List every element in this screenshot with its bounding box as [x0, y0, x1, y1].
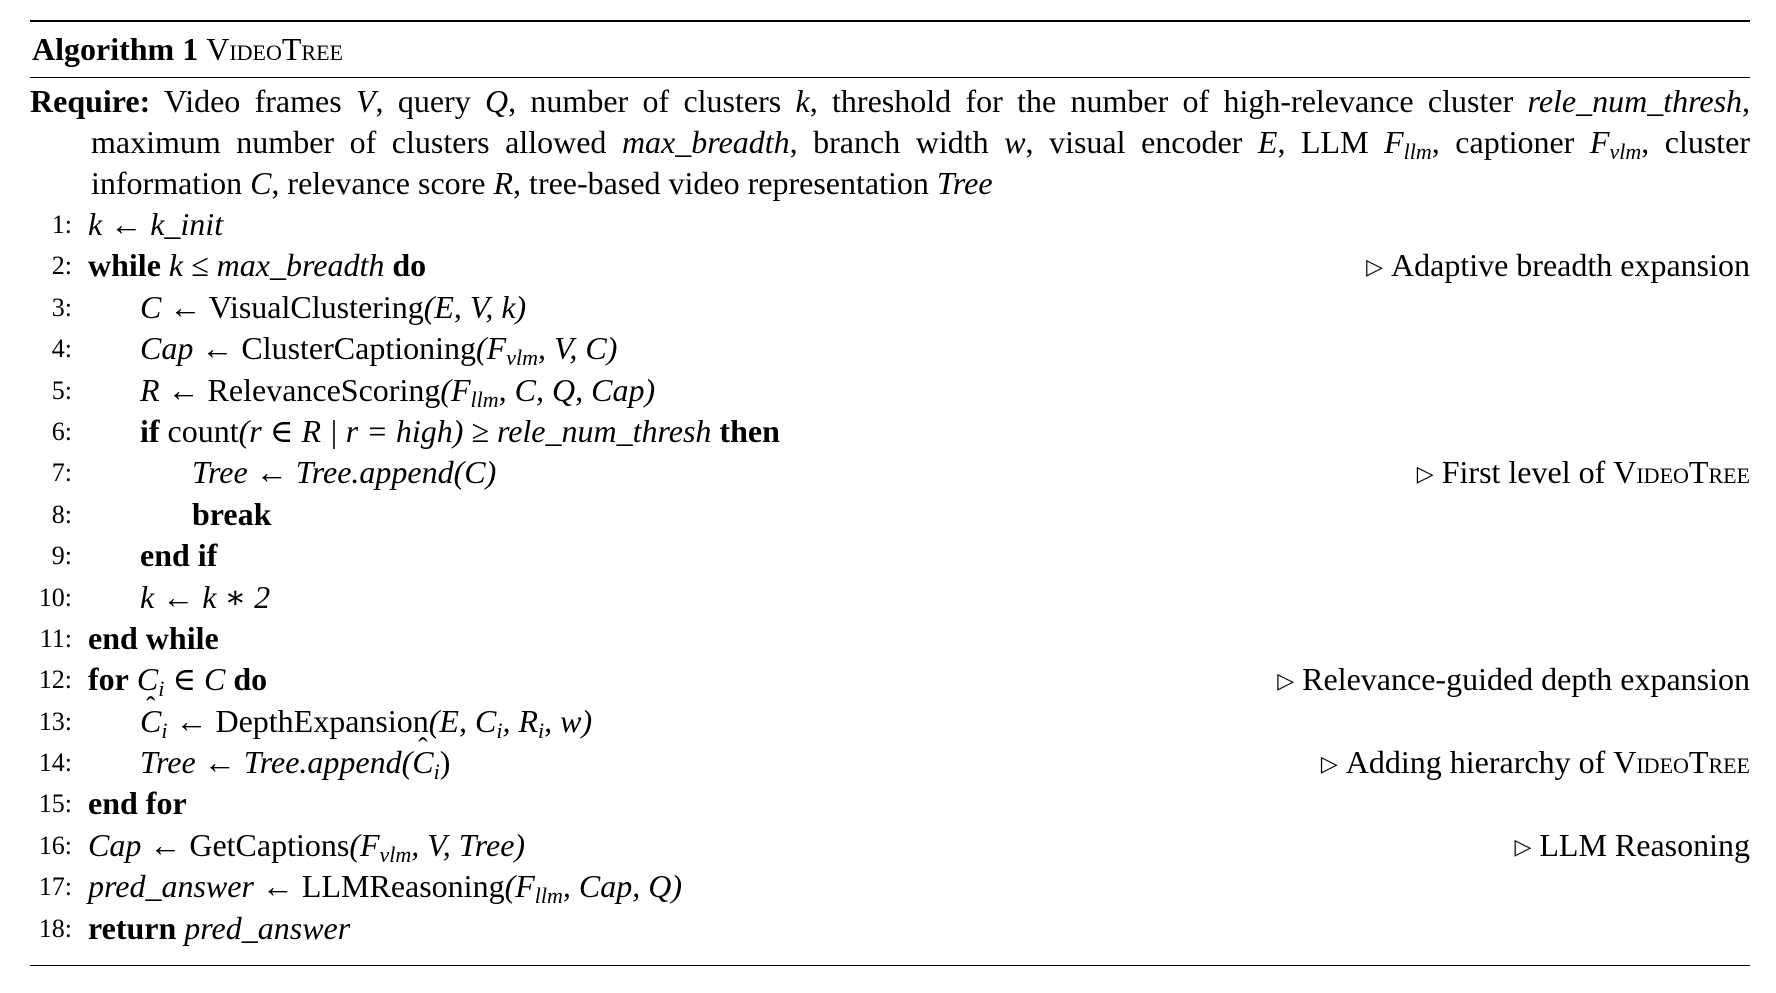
require-text: , maximum number of clusters allowed — [91, 83, 1751, 160]
line-code: Tree ← Tree.append(C) — [192, 454, 497, 491]
line-number: 17: — [38, 872, 72, 902]
algo-line-6 — [30, 411, 1750, 452]
comment-triangle-icon: ▷ — [1416, 461, 1434, 487]
line-number: 16: — [38, 830, 72, 860]
variable: R — [140, 371, 160, 408]
arrow: ← — [161, 288, 209, 325]
keyword: do — [392, 247, 427, 284]
arguments: , V, C) — [537, 330, 618, 367]
algo-line-11 — [30, 618, 1750, 659]
arguments: (F — [440, 371, 471, 408]
algo-line-15 — [30, 783, 1750, 824]
require-var: C — [250, 165, 272, 201]
line-number: 11: — [39, 623, 72, 653]
require-var: F — [1589, 124, 1610, 160]
line-comment — [1321, 742, 1750, 784]
line-code — [140, 701, 592, 742]
subscript: i — [537, 717, 545, 743]
line-comment — [1417, 452, 1750, 494]
algo-line-9 — [30, 535, 1750, 576]
arrow: ← — [253, 868, 302, 905]
comment-text: Relevance-guided depth expansion — [1302, 661, 1750, 698]
comment-text: Adding hierarchy of — [1345, 744, 1614, 781]
subscript: llm — [470, 386, 499, 412]
variable: Cap — [88, 826, 142, 863]
require-text: Video frames — [150, 83, 356, 119]
require-text: , LLM — [1277, 124, 1385, 160]
subscript: vlm — [506, 345, 538, 371]
keyword: do — [233, 661, 268, 698]
expression: k ≤ max_breadth — [160, 247, 393, 284]
subscript: i — [433, 759, 440, 785]
require-sub: vlm — [1609, 139, 1642, 164]
require-text: , relevance score — [271, 165, 494, 201]
require-text: , number of clusters — [508, 83, 796, 119]
comment-text: Adaptive breadth expansion — [1391, 247, 1750, 284]
expression: Tree ← Tree.append( — [140, 744, 413, 781]
comment-name: VideoTree — [1613, 454, 1750, 491]
require-text: , captioner — [1431, 124, 1590, 160]
line-code — [88, 908, 350, 949]
keyword: end while — [88, 619, 219, 656]
line-comment — [1514, 825, 1750, 867]
comment-triangle-icon: ▷ — [1320, 751, 1338, 777]
line-number: 12: — [38, 665, 72, 695]
require-sub: llm — [1403, 139, 1432, 164]
require-label: Require: — [30, 83, 151, 119]
function-name: GetCaptions — [189, 826, 350, 863]
require-var: E — [1257, 124, 1278, 160]
variable: C — [136, 661, 159, 698]
line-code — [88, 659, 267, 700]
keyword: then — [719, 412, 780, 449]
comment-triangle-icon: ▷ — [1366, 254, 1383, 280]
require-var: V — [355, 83, 376, 119]
arguments: , V, Tree) — [411, 826, 526, 863]
variable: pred_answer — [88, 868, 254, 905]
function-name: LLMReasoning — [301, 868, 505, 905]
line-number: 3: — [51, 292, 72, 322]
arguments: (F — [349, 826, 380, 863]
subscript: i — [161, 717, 168, 743]
algo-line-5 — [30, 370, 1750, 411]
keyword: break — [192, 495, 272, 532]
line-number: 6: — [51, 416, 72, 446]
algorithm-label: Algorithm 1 — [32, 31, 199, 67]
line-number: 10: — [38, 582, 72, 612]
line-number: 14: — [38, 748, 72, 778]
line-code — [140, 411, 780, 452]
comment-text: First level of — [1441, 454, 1614, 491]
require-text: , query — [375, 83, 486, 119]
algo-line-7 — [30, 452, 1750, 493]
variable-hat: ˆ C — [140, 701, 161, 742]
arguments: (r ∈ R | r = high) ≥ rele_num_thresh — [238, 412, 720, 449]
require-paragraph — [30, 78, 1750, 204]
line-code: k ← k_init — [88, 206, 224, 242]
line-number: 9: — [51, 541, 72, 571]
line-number: 13: — [38, 706, 72, 736]
arguments: , Cap, Q) — [562, 868, 682, 905]
algorithm-block — [30, 20, 1750, 949]
variable: C — [140, 288, 162, 325]
line-number: 1: — [51, 210, 72, 239]
arguments: (F — [504, 868, 535, 905]
function-name: RelevanceScoring — [207, 371, 441, 408]
function-name: DepthExpansion — [215, 702, 429, 739]
algo-line-8 — [30, 494, 1750, 535]
keyword: for — [88, 661, 129, 698]
line-number: 8: — [51, 499, 72, 529]
require-var: k — [795, 83, 810, 119]
line-number: 7: — [51, 458, 72, 488]
algo-line-14 — [30, 742, 1750, 783]
algo-line-16 — [30, 825, 1750, 866]
require-text: , threshold for the number of high-relevance cluster — [809, 83, 1528, 119]
keyword: return — [88, 909, 177, 946]
require-var: max_breadth — [621, 124, 790, 160]
algo-line-12 — [30, 659, 1750, 700]
line-number: 2: — [51, 251, 72, 281]
line-code — [140, 370, 655, 411]
require-var: F — [1384, 124, 1404, 160]
subscript: i — [496, 717, 503, 743]
algorithm-caption — [30, 22, 1750, 77]
arguments: , R — [502, 702, 538, 739]
algorithm-lines — [30, 204, 1750, 949]
function-name: count — [159, 412, 239, 449]
algo-line-18 — [30, 908, 1750, 949]
variable-hat: ˆ C — [412, 742, 433, 783]
line-number: 15: — [38, 789, 72, 819]
subscript: vlm — [379, 841, 412, 867]
arrow: ← — [167, 702, 216, 739]
subscript: i — [158, 676, 165, 702]
algorithm-name: VideoTree — [206, 31, 343, 67]
paren: ) — [439, 744, 451, 781]
require-text: , tree-based video representation — [513, 165, 937, 201]
require-var: rele_num_thresh — [1527, 83, 1743, 119]
arrow: ← — [159, 371, 208, 408]
require-text: , visual encoder — [1025, 124, 1258, 160]
comment-name: VideoTree — [1613, 744, 1750, 781]
require-var: Tree — [936, 165, 993, 201]
comment-triangle-icon: ▷ — [1514, 833, 1532, 859]
line-code — [88, 825, 525, 866]
line-code: k ← k ∗ 2 — [140, 578, 271, 615]
arguments: (E, V, k) — [423, 288, 527, 325]
algo-line-3 — [30, 287, 1750, 328]
function-name: ClusterCaptioning — [241, 330, 476, 367]
arrow: ← — [193, 330, 242, 367]
line-code — [88, 866, 682, 907]
expression: ∈ C — [164, 661, 234, 698]
keyword: if — [140, 412, 160, 449]
bottom-rule — [30, 965, 1750, 966]
algo-line-4 — [30, 328, 1750, 369]
arguments: (F — [476, 330, 507, 367]
require-var: w — [1004, 124, 1026, 160]
line-code — [140, 328, 617, 369]
arguments: (E, C — [428, 702, 497, 739]
line-code — [140, 287, 526, 328]
keyword: while — [88, 247, 161, 284]
keyword: end for — [88, 785, 187, 822]
require-var: Q — [485, 83, 509, 119]
comment-text: LLM Reasoning — [1539, 826, 1750, 863]
subscript: llm — [534, 883, 563, 909]
arguments: , w) — [544, 702, 593, 739]
arrow: ← — [141, 826, 190, 863]
line-number: 5: — [51, 375, 72, 405]
line-number: 18: — [38, 913, 72, 943]
line-comment — [1277, 659, 1750, 701]
comment-triangle-icon: ▷ — [1277, 668, 1295, 694]
algo-line-1 — [30, 204, 1750, 245]
line-code — [88, 245, 426, 286]
line-code — [140, 742, 450, 783]
algo-line-17 — [30, 866, 1750, 907]
algo-line-13 — [30, 701, 1750, 742]
keyword: end if — [140, 537, 218, 574]
function-name: VisualClustering — [208, 288, 424, 325]
algo-line-10 — [30, 577, 1750, 618]
require-text: , cluster information — [91, 124, 1751, 201]
require-text: , branch width — [789, 124, 1005, 160]
arguments: , C, Q, Cap) — [498, 371, 656, 408]
algo-line-2 — [30, 245, 1750, 286]
line-number: 4: — [51, 334, 72, 364]
require-var: R — [493, 165, 514, 201]
expression: pred_answer — [176, 909, 351, 946]
variable: Cap — [140, 330, 194, 367]
line-comment — [1366, 245, 1750, 287]
